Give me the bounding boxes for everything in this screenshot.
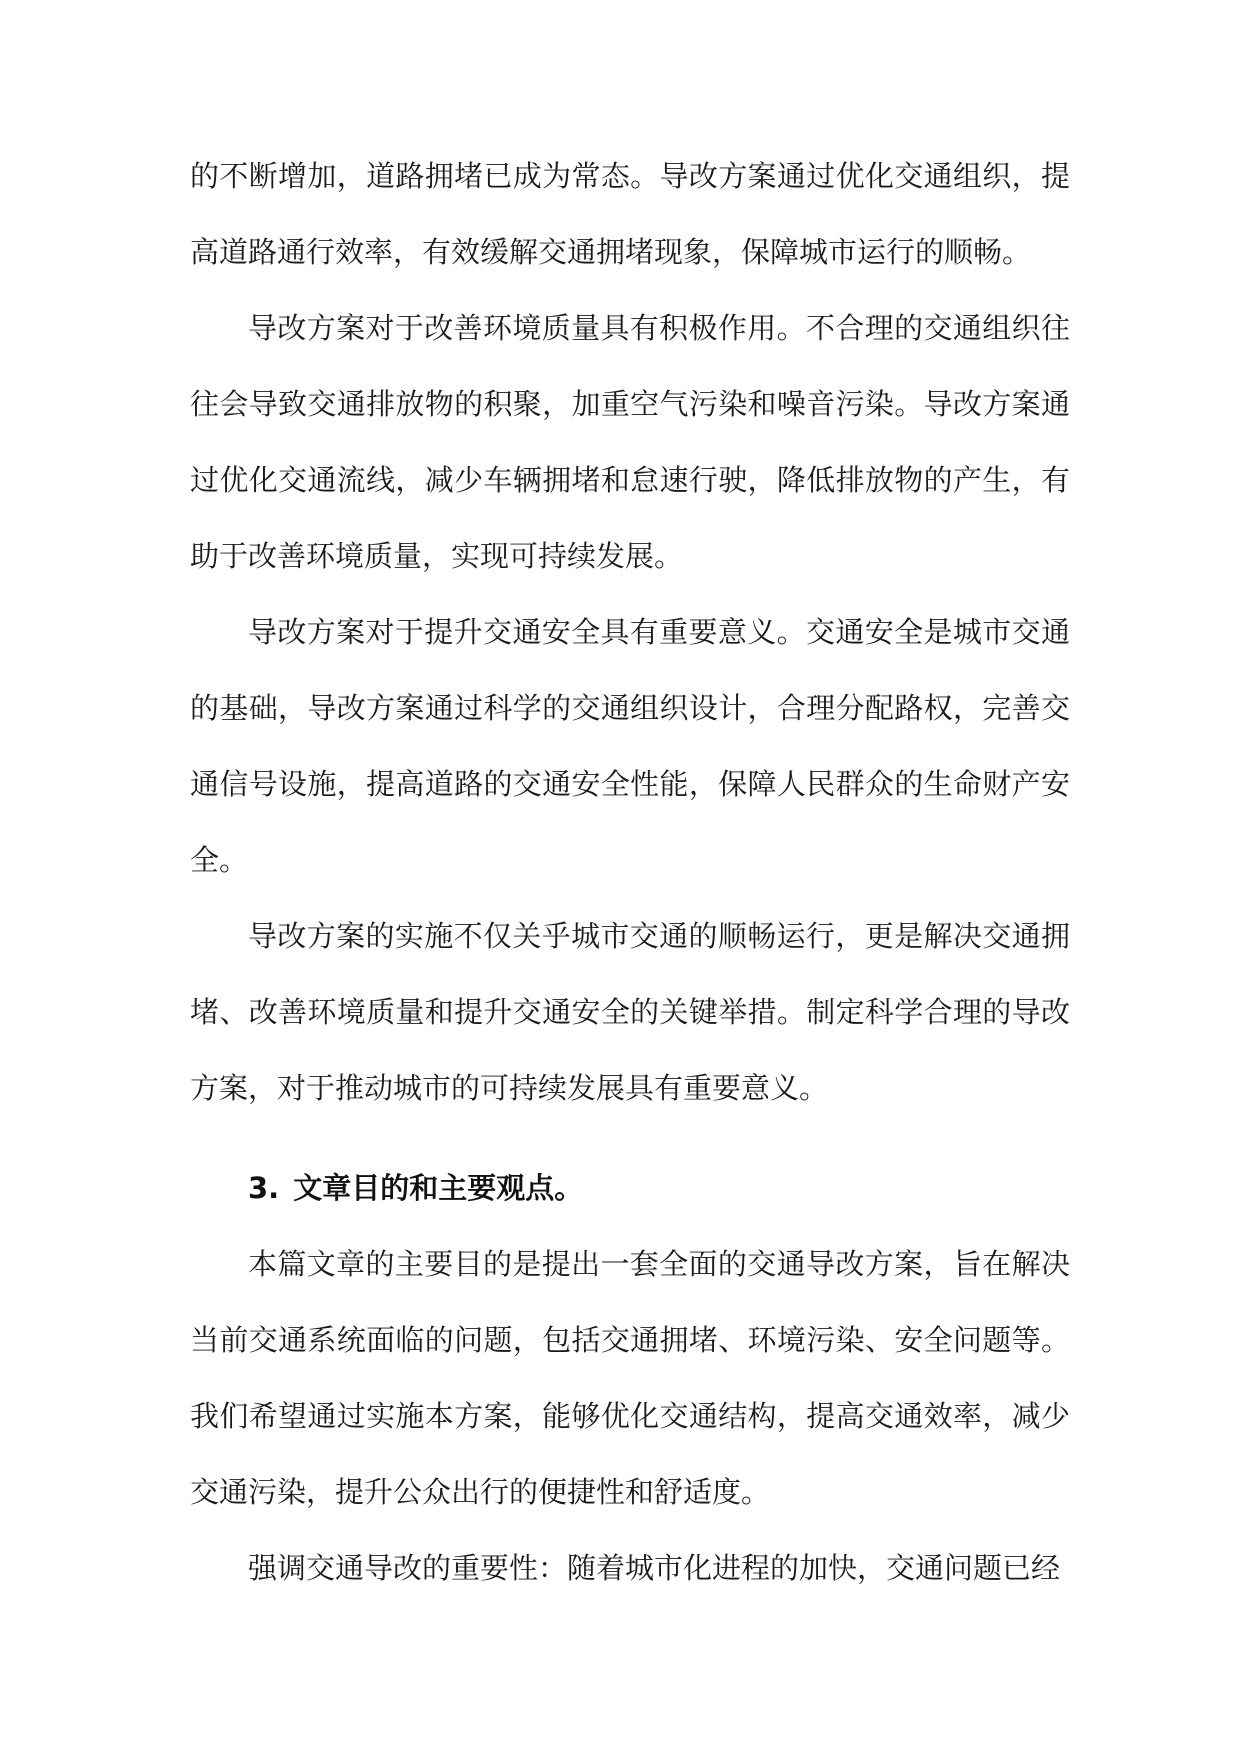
document-body (190, 138, 1070, 1606)
paragraph-environment-quality: 导改方案对于改善环境质量具有积极作用。不合理的交通组织往往会导致交通排放物的积聚，加重空气污染和噪音污染。导改方案通过优化交通流线，减少车辆拥堵和怠速行驶，降低排放物的产生，有助于改善环境质量，实现可持续发展。 (190, 311, 1070, 573)
section-number: 3. (248, 1171, 280, 1205)
section-title: 文章目的和主要观点。 (293, 1171, 584, 1205)
paragraph-article-purpose: 本篇文章的主要目的是提出一套全面的交通导改方案，旨在解决当前交通系统面临的问题，包括交通拥堵、环境污染、安全问题等。我们希望通过实施本方案，能够优化交通结构，提高交通效率，减少交通污染，提升公众出行的便捷性和舒适度。 (190, 1247, 1070, 1509)
paragraph-implementation-summary: 导改方案的实施不仅关乎城市交通的顺畅运行，更是解决交通拥堵、改善环境质量和提升交通安全的关键举措。制定科学合理的导改方案，对于推动城市的可持续发展具有重要意义。 (190, 919, 1070, 1105)
paragraph-traffic-safety: 导改方案对于提升交通安全具有重要意义。交通安全是城市交通的基础，导改方案通过科学的交通组织设计，合理分配路权，完善交通信号设施，提高道路的交通安全性能，保障人民群众的生命财产安全。 (190, 615, 1070, 877)
section-heading (190, 1126, 1070, 1226)
paragraph-traffic-congestion: 的不断增加，道路拥堵已成为常态。导改方案通过优化交通组织，提高道路通行效率，有效缓解交通拥堵现象，保障城市运行的顺畅。 (190, 159, 1070, 269)
paragraph-importance: 强调交通导改的重要性：随着城市化进程的加快，交通问题已经 (248, 1551, 1061, 1585)
